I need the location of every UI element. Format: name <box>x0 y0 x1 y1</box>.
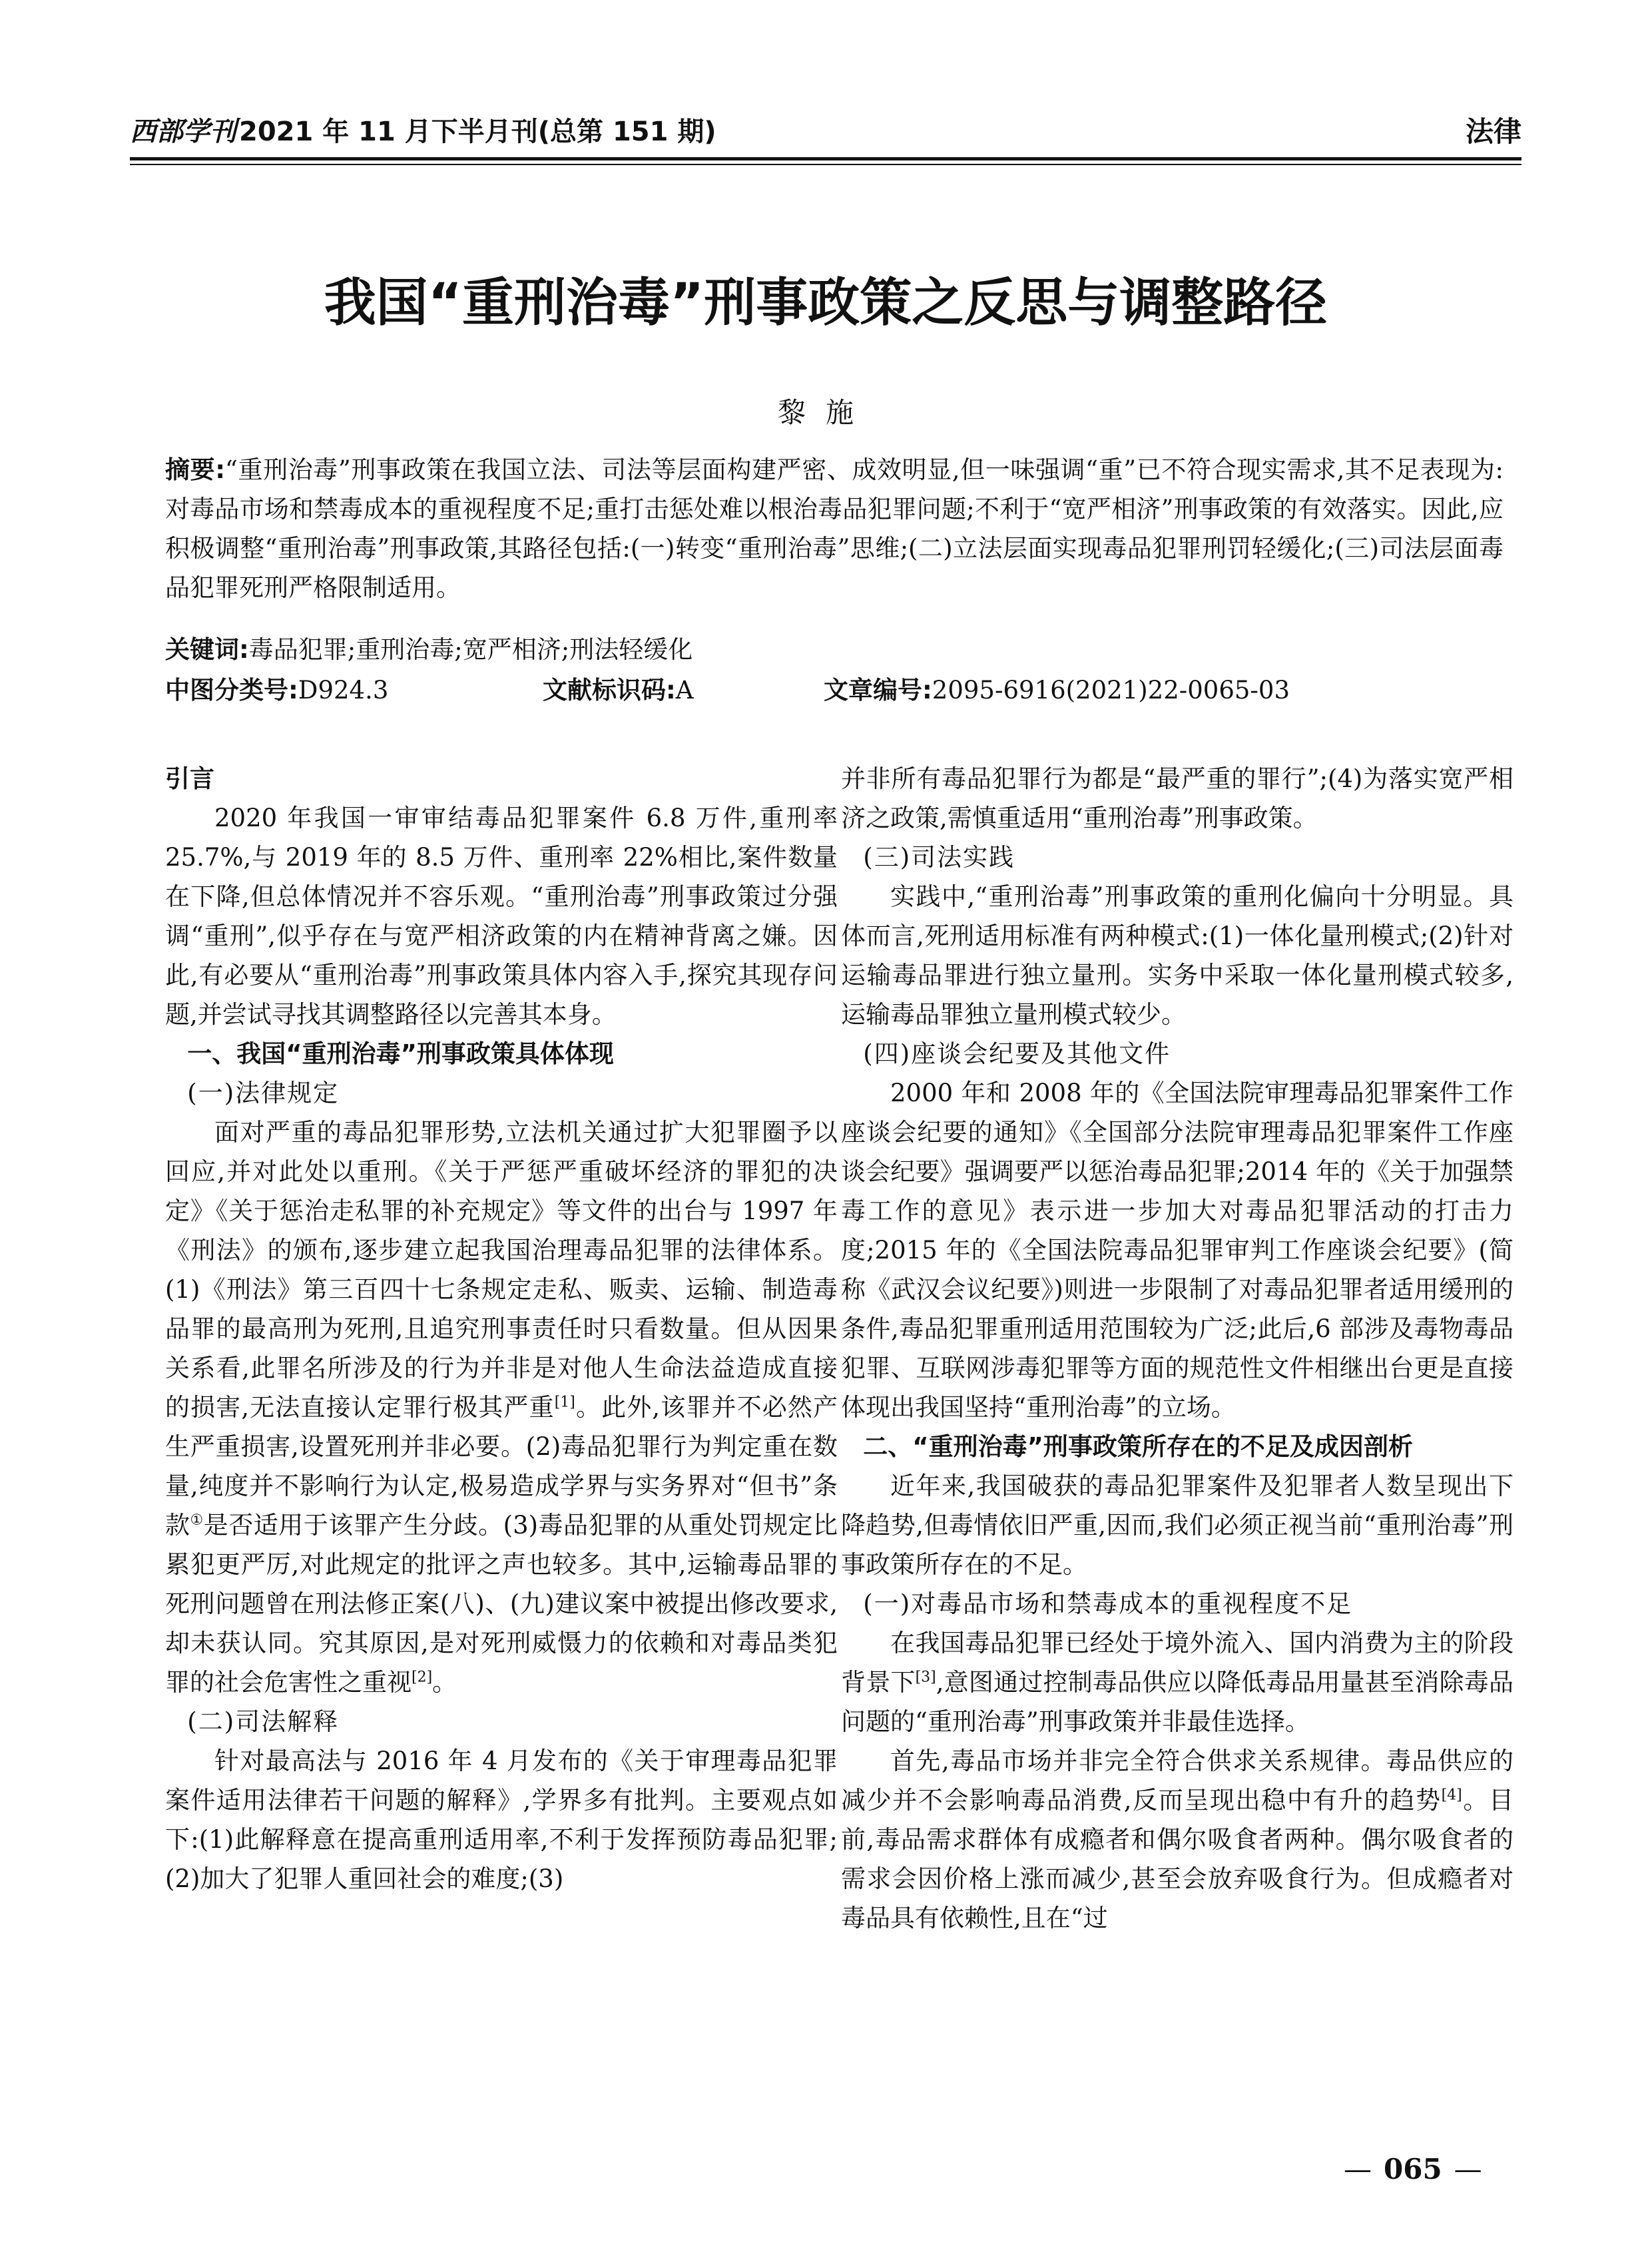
section-1-2-paragraph: 针对最高法与 2016 年 4 月发布的《关于审理毒品犯罪案件适用法律若干问题的解释》,学界多有批判。主要观点如下:(1)此解释意在提高重刑适用率,不利于发挥预防毒品犯罪;(2)加大了犯罪人重回社会的难度;(3) <box>165 1747 838 1893</box>
section-2-paragraph: 近年来,我国破获的毒品犯罪案件及犯罪者人数呈现出下降趋势,但毒情依旧严重,因而,我们必须正视当前“重刑治毒”刑事政策所存在的不足。 <box>841 1472 1514 1579</box>
intro-heading: 引言 <box>165 764 214 793</box>
citation-3: [3] <box>915 1669 936 1686</box>
section-1-1-paragraph: 面对严重的毒品犯罪形势,立法机关通过扩大犯罪圈予以回应,并对此处以重刑。《关于严惩严重破坏经济的罪犯的决定》《关于惩治走私罪的补充规定》等文件的出台与 1997 年《刑法》的颁布,逐步建立起我国治理毒品犯罪的法律体系。(1)《刑法》第三百四十七条规定走私、贩卖、运输、制造毒品罪的最高刑为死刑,且追究刑事责任时只看数量。但从因果关系看,此罪名所涉及的行为并非是对他人生命法益造成直接的损害,无法直接认定罪行极其严重[1]。此外,该罪并不必然产生严重损害,设置死刑并非必要。(2)毒品犯罪行为判定重在数量,纯度并不影响行为认定,极易造成学界与实务界对“但书”条款①是否适用于该罪产生分歧。(3)毒品犯罪的从重处罚规定比累犯更严厉,对此规定的批评之声也较多。其中,运输毒品罪的死刑问题曾在刑法修正案(八)、(九)建议案中被提出修改要求,却未获认同。究其原因,是对死刑威慑力的依赖和对毒品类犯罪的社会危害性之重视[2]。 <box>165 1118 838 1697</box>
running-header <box>130 115 1521 149</box>
citation-1: [1] <box>554 1394 575 1411</box>
section-1-3-paragraph: 实践中,“重刑治毒”刑事政策的重刑化偏向十分明显。具体而言,死刑适用标准有两种模式:(1)一体化量刑模式;(2)针对运输毒品罪进行独立量刑。实务中采取一体化量刑模式较多,运输毒品罪独立量刑模式较少。 <box>841 882 1514 1029</box>
section-1-4-heading: (四)座谈会纪要及其他文件 <box>863 1039 1171 1068</box>
keywords-text: 毒品犯罪;重刑治毒;宽严相济;刑法轻缓化 <box>248 635 693 664</box>
page-number: — 065 — <box>1344 2153 1482 2185</box>
keywords-label: 关键词: <box>165 635 249 664</box>
header-rule-thick <box>130 157 1521 160</box>
header-rule-thin <box>130 164 1521 165</box>
author-name: 黎施 <box>777 396 874 429</box>
section-2-1-paragraph-2: 首先,毒品市场并非完全符合供求关系规律。毒品供应的减少并不会影响毒品消费,反而呈现出稳中有升的趋势[4]。目前,毒品需求群体有成瘾者和偶尔吸食者两种。偶尔吸食者的需求会因价格上涨而减少,甚至会放弃吸食行为。但成瘾者对毒品具有依赖性,且在“过 <box>841 1747 1514 1932</box>
citation-2: [2] <box>412 1669 433 1686</box>
section-1-4-paragraph: 2000 年和 2008 年的《全国法院审理毒品犯罪案件工作座谈会纪要的通知》《全国部分法院审理毒品犯罪案件工作座谈会纪要》强调要严以惩治毒品犯罪;2014 年的《关于加强禁毒工作的意见》表示进一步加大对毒品犯罪活动的打击力度;2015 年的《全国法院毒品犯罪审判工作座谈会纪要》(简称《武汉会议纪要》)则进一步限制了对毒品犯罪者适用缓刑的条件,毒品犯罪重刑适用范围较为广泛;此后,6 部涉及毒物毒品犯罪、互联网涉毒犯罪等方面的规范性文件相继出台更是直接体现出我国坚持“重刑治毒”的立场。 <box>841 1079 1514 1422</box>
section-1-3-heading: (三)司法实践 <box>863 843 1015 872</box>
section-1-2-heading: (二)司法解释 <box>187 1707 340 1736</box>
clc-number: 中图分类号:D924.3 <box>165 676 389 704</box>
section-1-1-heading: (一)法律规定 <box>187 1079 340 1107</box>
issue-info: 2021 年 11 月下半月刊(总第 151 期) <box>239 117 716 147</box>
document-code: 文献标识码:A <box>543 676 694 704</box>
section-1-heading: 一、我国“重刑治毒”刑事政策具体体现 <box>187 1039 614 1068</box>
keywords <box>165 630 1504 669</box>
abstract-label: 摘要: <box>165 455 225 484</box>
body-left-column <box>165 759 838 1898</box>
section-2-1-paragraph-1: 在我国毒品犯罪已经处于境外流入、国内消费为主的阶段背景下[3],意图通过控制毒品供应以降低毒品用量甚至消除毒品问题的“重刑治毒”刑事政策并非最佳选择。 <box>841 1629 1514 1736</box>
section-name: 法律 <box>1465 115 1521 148</box>
section-2-heading: 二、“重刑治毒”刑事政策所存在的不足及成因剖析 <box>863 1432 1413 1461</box>
intro-paragraph: 2020 年我国一审审结毒品犯罪案件 6.8 万件,重刑率 25.7%,与 2019 年的 8.5 万件、重刑率 22%相比,案件数量在下降,但总体情况并不容乐观。“重刑治毒”刑事政策过分强调“重刑”,似乎存在与宽严相济政策的内在精神背离之嫌。因此,有必要从“重刑治毒”刑事政策具体内容入手,探究其现存问题,并尝试寻找其调整路径以完善其本身。 <box>165 804 838 1029</box>
citation-4: [4] <box>1441 1787 1462 1804</box>
body-right-column <box>841 759 1514 1938</box>
footnote-1: ① <box>190 1512 204 1529</box>
abstract <box>165 450 1504 607</box>
article-number: 文章编号:2095-6916(2021)22-0065-03 <box>824 676 1290 704</box>
article-title: 我国“重刑治毒”刑事政策之反思与调整路径 <box>324 273 1328 333</box>
continued-paragraph: 并非所有毒品犯罪行为都是“最严重的罪行”;(4)为落实宽严相济之政策,需慎重适用“重刑治毒”刑事政策。 <box>841 764 1514 832</box>
journal-issue <box>130 115 716 149</box>
section-2-1-heading: (一)对毒品市场和禁毒成本的重视程度不足 <box>863 1589 1353 1618</box>
abstract-text: “重刑治毒”刑事政策在我国立法、司法等层面构建严密、成效明显,但一味强调“重”已不符合现实需求,其不足表现为:对毒品市场和禁毒成本的重视程度不足;重打击惩处难以根治毒品犯罪问题;不利于“宽严相济”刑事政策的有效落实。因此,应积极调整“重刑治毒”刑事政策,其路径包括:(一)转变“重刑治毒”思维;(二)立法层面实现毒品犯罪刑罚轻缓化;(三)司法层面毒品犯罪死刑严格限制适用。 <box>165 455 1504 602</box>
journal-name: 西部学刊 <box>130 116 236 147</box>
